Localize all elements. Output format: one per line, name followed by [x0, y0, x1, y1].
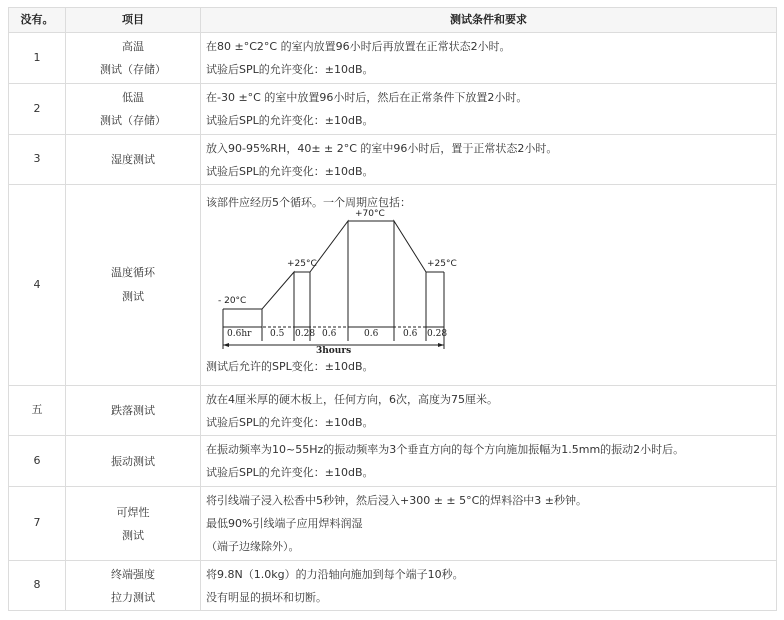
- row-conditions: [201, 386, 777, 436]
- row-item: [66, 561, 201, 611]
- condition-line: 放入90-95%RH，40± ± 2°C 的室中96小时后，置于正常状态2小时。: [206, 141, 558, 155]
- row-item: [66, 436, 201, 487]
- item-line: 温度循环: [111, 266, 155, 279]
- item-line: 终端强度: [111, 567, 155, 581]
- item-line: 高温: [122, 40, 144, 53]
- item-line: 湿度测试: [111, 153, 155, 166]
- test-spec-table: [8, 7, 777, 611]
- label-total-duration: 3hours: [316, 346, 352, 356]
- table-row: [9, 487, 777, 561]
- row-conditions: [201, 487, 777, 561]
- label-high-temp: +70°C: [355, 209, 385, 219]
- label-segment-1: 0.5: [270, 329, 285, 339]
- arrow-right: [438, 343, 444, 347]
- label-mid1-temp: +25°C: [287, 259, 317, 269]
- table-row: [9, 33, 777, 84]
- label-segment-4: 0.6: [364, 329, 379, 339]
- condition-line: 将9.8N（1.0kg）的力沿轴向施加到每个端子10秒。: [206, 567, 464, 581]
- row-number: 1: [9, 33, 66, 84]
- row-conditions: [201, 84, 777, 135]
- row-number: 2: [9, 84, 66, 135]
- condition-line: 试验后SPL的允许变化：±10dB。: [206, 466, 374, 479]
- item-line: 可焊性: [116, 505, 150, 519]
- row-number: 五: [9, 386, 66, 436]
- label-mid2-temp: +25°C: [427, 259, 457, 269]
- item-line: 拉力测试: [111, 590, 155, 604]
- label-segment-2: 0.28: [295, 329, 316, 339]
- temperature-profile-line: [223, 221, 444, 327]
- row-conditions: [201, 33, 777, 84]
- condition-line: 放在4厘米厚的硬木板上，任何方向，6次，高度为75厘米。: [206, 392, 498, 406]
- row-conditions: [201, 436, 777, 487]
- row-number: 7: [9, 487, 66, 561]
- table-row: [9, 386, 777, 436]
- item-line: 振动测试: [111, 454, 155, 468]
- arrow-left: [223, 343, 229, 347]
- row-number: 8: [9, 561, 66, 611]
- row-number: 3: [9, 135, 66, 185]
- row-conditions: [201, 561, 777, 611]
- condition-line: 最低90%引线端子应用焊料润湿: [206, 517, 363, 530]
- table-row: [9, 436, 777, 487]
- row-number: 6: [9, 436, 66, 487]
- condition-line: 没有明显的损坏和切断。: [206, 590, 327, 604]
- row-item: [66, 386, 201, 436]
- header-row: [9, 8, 777, 33]
- row-number: 4: [9, 185, 66, 386]
- label-segment-5: 0.6: [403, 329, 418, 339]
- row-conditions: [201, 185, 777, 386]
- item-line: 跌落测试: [111, 404, 155, 417]
- item-line: 测试: [122, 528, 144, 542]
- row-item: [66, 84, 201, 135]
- condition-line: 试验后SPL的允许变化：±10dB。: [206, 114, 374, 127]
- condition-line: 试验后SPL的允许变化：±10dB。: [206, 415, 374, 429]
- condition-line: 将引线端子浸入松香中5秒钟，然后浸入+300 ± ± 5°C的焊料浴中3 ±秒钟。: [206, 494, 588, 507]
- temperature-cycle-diagram: [216, 209, 476, 357]
- condition-line: 在振动频率为10~55Hz的振动频率为3个垂直方向的每个方向施加振幅为1.5mm的振动2小时后。: [206, 443, 685, 456]
- row-item: [66, 33, 201, 84]
- condition-line: 试验后SPL的允许变化：±10dB。: [206, 63, 374, 76]
- row-item: [66, 135, 201, 185]
- label-segment-6: 0.28: [427, 329, 448, 339]
- condition-line: （端子边缘除外）。: [206, 540, 300, 553]
- header-no: 没有。: [9, 8, 66, 33]
- table-row: [9, 185, 777, 386]
- row-item: [66, 487, 201, 561]
- header-conditions: 测试条件和要求: [201, 8, 777, 33]
- label-low-temp: - 20°C: [218, 296, 247, 306]
- condition-line: 在-30 ±°C 的室中放置96小时后，然后在正常条件下放置2小时。: [206, 91, 528, 104]
- row-conditions: [201, 135, 777, 185]
- label-segment-0: 0.6hr: [227, 329, 252, 339]
- condition-line: 该部件应经历5个循环。一个周期应包括：: [206, 196, 411, 209]
- label-segment-3: 0.6: [322, 329, 337, 339]
- table-row: [9, 135, 777, 185]
- condition-line: 在80 ±°C2°C 的室内放置96小时后再放置在正常状态2小时。: [206, 40, 511, 53]
- item-line: 测试: [122, 290, 144, 303]
- table-row: [9, 84, 777, 135]
- header-item: 项目: [66, 8, 201, 33]
- row-item: [66, 185, 201, 386]
- item-line: 低温: [122, 91, 144, 104]
- table-row: [9, 561, 777, 611]
- item-line: 测试（存储）: [100, 114, 166, 127]
- condition-line: 测试后允许的SPL变化：±10dB。: [206, 360, 374, 373]
- item-line: 测试（存储）: [100, 63, 166, 76]
- condition-line: 试验后SPL的允许变化：±10dB。: [206, 164, 374, 178]
